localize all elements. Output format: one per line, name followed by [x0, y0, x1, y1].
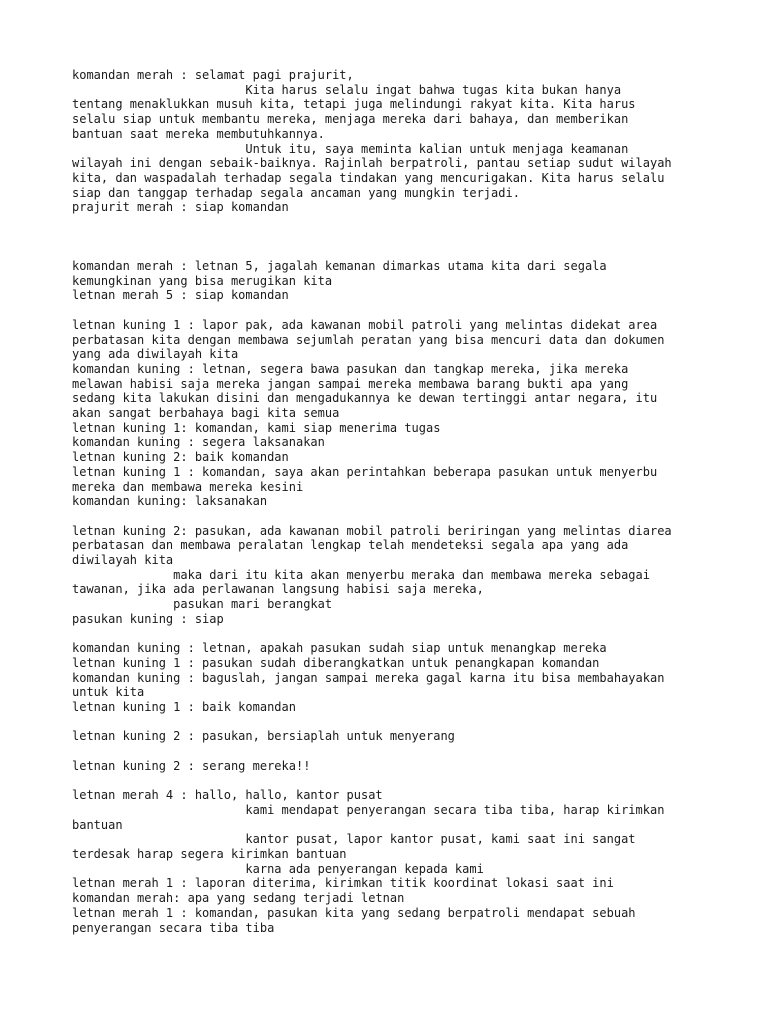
text-line: wilayah ini dengan sebaik-baiknya. Rajinlah berpatroli, pantau setiap sudut wilayah	[72, 156, 672, 171]
text-line: perbatasan kita dengan membawa sejumlah peratan yang bisa mencuri data dan dokumen	[72, 332, 665, 347]
text-line: letnan merah 1 : laporan diterima, kirimkan titik koordinat lokasi saat ini	[72, 876, 614, 891]
text-line: letnan kuning 1: komandan, kami siap menerima tugas	[72, 420, 441, 435]
text-line: siap dan tanggap terhadap segala ancaman yang mungkin terjadi.	[72, 185, 520, 200]
paragraph-2	[72, 259, 722, 303]
spacer	[72, 509, 722, 524]
text-line: untuk kita	[72, 685, 145, 700]
text-line: maka dari itu kita akan menyerbu meraka dan membawa mereka sebagai	[72, 567, 650, 582]
paragraph-4	[72, 524, 722, 627]
text-line: melawan habisi saja mereka jangan sampai mereka membawa barang bukti apa yang	[72, 376, 629, 391]
text-line: letnan kuning 2: baik komandan	[72, 450, 289, 465]
paragraph-3	[72, 318, 722, 509]
text-line: komandan merah : letnan 5, jagalah kemanan dimarkas utama kita dari segala	[72, 259, 607, 274]
text-line: bantuan saat mereka membutuhkannya.	[72, 126, 325, 141]
text-line: letnan kuning 1 : lapor pak, ada kawanan mobil patroli yang melintas didekat area	[72, 317, 658, 332]
text-line: komandan merah : selamat pagi prajurit,	[72, 68, 354, 82]
text-line: letnan kuning 1 : pasukan sudah diberangkatkan untuk penangkapan komandan	[72, 655, 600, 670]
text-line: pasukan kuning : siap	[72, 611, 224, 626]
paragraph-1	[72, 68, 722, 215]
text-line: diwilayah kita	[72, 553, 174, 568]
text-line: yang ada diwilayah kita	[72, 347, 239, 362]
text-line: komandan merah: apa yang sedang terjadi letnan	[72, 891, 405, 906]
text-line: komandan kuning : letnan, segera bawa pasukan dan tangkap mereka, jika mereka	[72, 361, 629, 376]
paragraph-7	[72, 759, 722, 774]
text-line: prajurit merah : siap komandan	[72, 200, 289, 215]
spacer	[72, 774, 722, 789]
text-line: tawanan, jika ada perlawanan langsung habisi saja mereka,	[72, 582, 484, 597]
text-line: kemungkinan yang bisa merugikan kita	[72, 273, 333, 288]
text-line: bantuan	[72, 817, 123, 832]
document-page	[72, 68, 722, 935]
text-line: kami mendapat penyerangan secara tiba tiba, harap kirimkan	[72, 802, 665, 817]
text-line: Untuk itu, saya meminta kalian untuk menjaga keamanan	[72, 141, 629, 156]
text-line: komandan kuning: laksanakan	[72, 494, 268, 509]
text-line: letnan merah 4 : hallo, hallo, kantor pusat	[72, 788, 383, 803]
text-line: komandan kuning : letnan, apakah pasukan sudah siap untuk menangkap mereka	[72, 641, 607, 656]
spacer	[72, 715, 722, 730]
spacer	[72, 744, 722, 759]
text-line: selalu siap untuk membantu mereka, menjaga mereka dari bahaya, dan memberikan	[72, 112, 629, 127]
paragraph-8	[72, 788, 722, 935]
text-line: letnan kuning 1 : komandan, saya akan perintahkan beberapa pasukan untuk menyerbu	[72, 464, 658, 479]
text-line: karna ada penyerangan kepada kami	[72, 861, 484, 876]
paragraph-6	[72, 729, 722, 744]
text-line: sedang kita lakukan disini dan mengadukannya ke dewan tertinggi antar negara, itu	[72, 391, 658, 406]
text-line: letnan merah 5 : siap komandan	[72, 288, 289, 303]
text-line: akan sangat berbahaya bagi kita semua	[72, 406, 340, 421]
text-line: tentang menaklukkan musuh kita, tetapi juga melindungi rakyat kita. Kita harus	[72, 97, 636, 112]
text-line: pasukan mari berangkat	[72, 597, 333, 612]
text-line: komandan kuning : baguslah, jangan sampai mereka gagal karna itu bisa membahayakan	[72, 670, 665, 685]
text-line: perbatasan dan membawa peralatan lengkap telah mendeteksi segala apa yang ada	[72, 538, 629, 553]
text-line: Kita harus selalu ingat bahwa tugas kita bukan hanya	[72, 82, 622, 97]
spacer	[72, 303, 722, 318]
paragraph-5	[72, 641, 722, 715]
text-line: terdesak harap segera kirimkan bantuan	[72, 847, 347, 862]
text-line: letnan kuning 2 : pasukan, bersiaplah untuk menyerang	[72, 729, 455, 744]
text-line: kantor pusat, lapor kantor pusat, kami saat ini sangat	[72, 832, 636, 847]
text-line: letnan kuning 2: pasukan, ada kawanan mobil patroli beriringan yang melintas diarea	[72, 523, 672, 538]
text-line: mereka dan membawa mereka kesini	[72, 479, 304, 494]
text-line: komandan kuning : segera laksanakan	[72, 435, 325, 450]
text-line: letnan kuning 1 : baik komandan	[72, 700, 296, 715]
spacer	[72, 627, 722, 642]
text-line: kita, dan waspadalah terhadap segala tindakan yang mencurigakan. Kita harus selalu	[72, 170, 665, 185]
text-line: letnan kuning 2 : serang mereka!!	[72, 758, 311, 773]
spacer	[72, 215, 722, 259]
text-line: letnan merah 1 : komandan, pasukan kita yang sedang berpatroli mendapat sebuah	[72, 905, 636, 920]
text-line: penyerangan secara tiba tiba	[72, 920, 275, 935]
